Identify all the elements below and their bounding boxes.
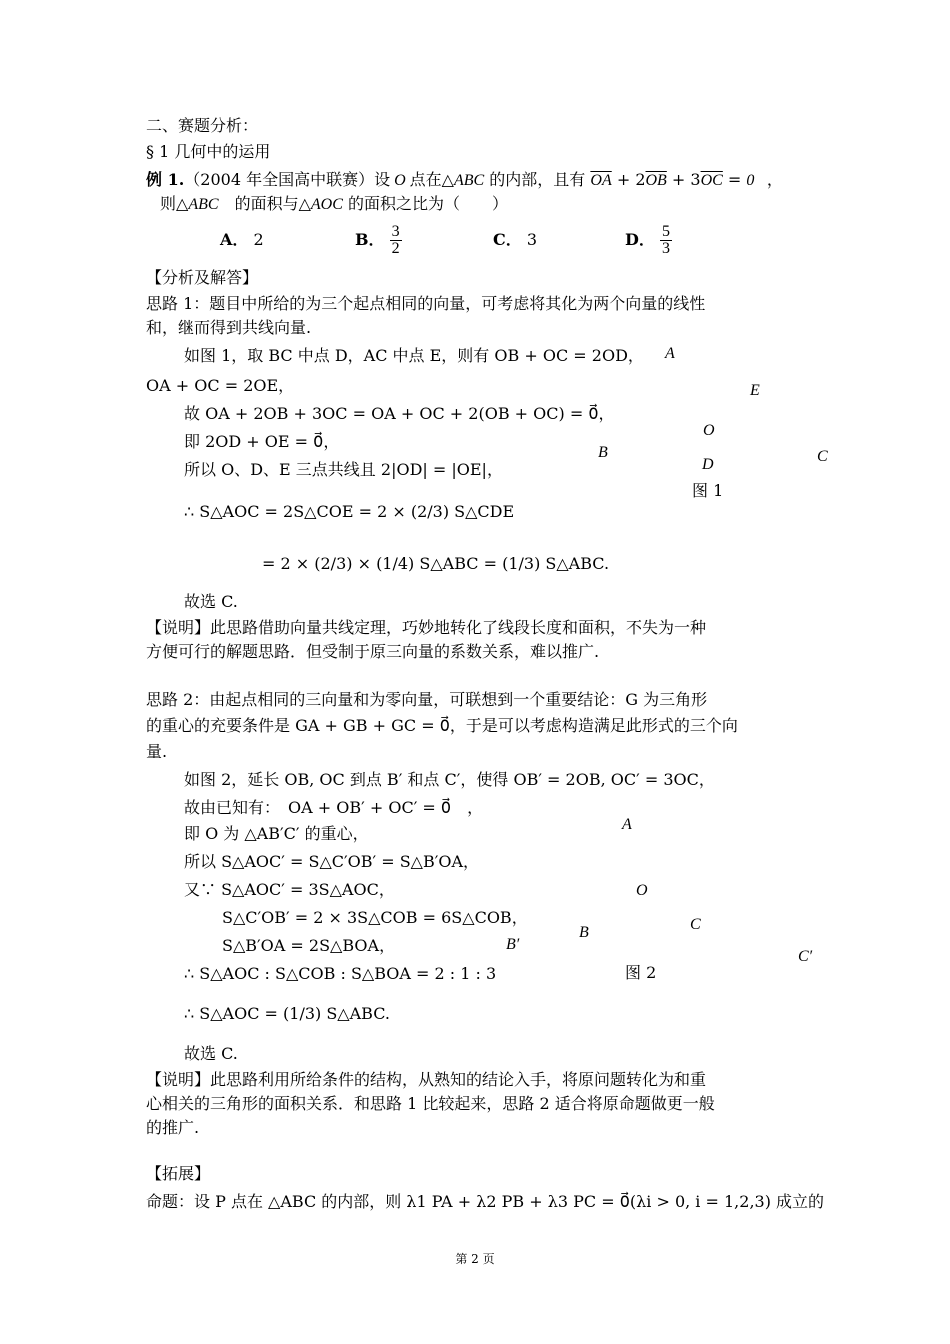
option-d: D． $\frac{5}{3}$ xyxy=(625,223,670,257)
fig1-caption: 图 1 xyxy=(692,481,724,500)
proposition: 命题：设 P 点在 △ABC 的内部，则 λ1 PA + λ2 PB + λ3 PC = 0⃗(λi > 0, i = 1,2,3) 成立的 xyxy=(146,1192,825,1211)
extension-header: 【拓展】 xyxy=(146,1164,211,1183)
idea1-line7: 所以 O、D、E 三点共线且 2|OD| = |OE|， xyxy=(184,460,503,479)
idea1-line3: 如图 1，取 BC 中点 D，AC 中点 E，则有 OB + OC = 2OD， xyxy=(184,346,644,365)
fig1-label-a: A xyxy=(665,345,675,362)
note1-line2: 方便可行的解题思路．但受制于原三向量的系数关系，难以推广. xyxy=(146,642,600,661)
section-title: 二、赛题分析： xyxy=(146,116,259,135)
idea2-line8: 又∵ S△AOC′ = 3S△AOC， xyxy=(184,880,395,899)
fig2-caption: 图 2 xyxy=(625,963,657,982)
fig2-label-c-prime: C′ xyxy=(798,948,813,965)
fig2-label-b: B xyxy=(579,924,589,941)
idea1-line8: ∴ S△AOC = 2S△COE = 2 × (2/3) S△CDE xyxy=(184,502,515,521)
option-c: C． 3 xyxy=(493,230,538,249)
idea2-line2: 的重心的充要条件是 GA + GB + GC = 0⃗，于是可以考虑构造满足此形式的三个向 xyxy=(146,716,738,735)
idea2-line9: S△C′OB′ = 2 × 3S△COB = 6S△COB， xyxy=(222,908,528,927)
idea1-line4: OA + OC = 2OE， xyxy=(146,376,295,395)
idea2-line6: 即 O 为 △AB′C′ 的重心， xyxy=(184,824,369,843)
idea2-line11: ∴ S△AOC : S△COB : S△BOA = 2 : 1 : 3 xyxy=(184,964,497,983)
option-b: B． $\frac{3}{2}$ xyxy=(355,223,400,257)
idea2-line12: ∴ S△AOC = (1/3) S△ABC. xyxy=(184,1004,390,1023)
fig1-label-d: D xyxy=(702,456,714,473)
fig2-label-a: A xyxy=(622,816,632,833)
idea2-line4: 如图 2，延长 OB, OC 到点 B′ 和点 C′，使得 OB′ = 2OB, OC′ = 3OC， xyxy=(184,770,715,789)
idea2-line7: 所以 S△AOC′ = S△C′OB′ = S△B′OA， xyxy=(184,852,480,871)
fig1-label-o: O xyxy=(703,422,715,439)
fig1-label-c: C xyxy=(817,448,828,465)
fig1-label-e: E xyxy=(750,382,760,399)
idea1-line5: 故 OA + 2OB + 3OC = OA + OC + 2(OB + OC) = 0⃗， xyxy=(184,404,615,423)
fig2-label-c: C xyxy=(690,916,701,933)
analysis-header: 【分析及解答】 xyxy=(146,268,259,287)
subsection-title: § 1 几何中的运用 xyxy=(146,142,271,161)
note2-line1: 【说明】此思路利用所给条件的结构，从熟知的结论入手，将原问题转化为和重 xyxy=(146,1070,707,1089)
fig1-label-b: B xyxy=(598,444,608,461)
fig2-label-b-prime: B′ xyxy=(506,936,520,953)
idea1-line10: 故选 C. xyxy=(184,592,238,611)
example-1-statement: 例 1.（2004 年全国高中联赛）设 O 点在△ABC 的内部，且有 $\overline{OA} + 2\overline{OB} + 3\overline{OC}$ = 0⃗， xyxy=(146,170,783,189)
fig2-label-o: O xyxy=(636,882,648,899)
option-a: A． 2 xyxy=(220,230,264,249)
idea1-line6: 即 2OD + OE = 0⃗， xyxy=(184,432,340,451)
idea1-line2: 和，继而得到共线向量. xyxy=(146,318,312,337)
page-number: 第 2 页 xyxy=(455,1252,495,1266)
note2-line2: 心相关的三角形的面积关系．和思路 1 比较起来，思路 2 适合将原命题做更一般 xyxy=(146,1094,715,1113)
idea1-line9: = 2 × (2/3) × (1/4) S△ABC = (1/3) S△ABC. xyxy=(262,554,610,573)
idea2-line3: 量. xyxy=(146,742,168,761)
idea1-line1: 思路 1：题目中所给的为三个起点相同的向量，可考虑将其化为两个向量的线性 xyxy=(146,294,706,313)
note1-line1: 【说明】此思路借助向量共线定理，巧妙地转化了线段长度和面积，不失为一种 xyxy=(146,618,707,637)
idea2-line5: 故由已知有： OA + OB′ + OC′ = 0⃗ ， xyxy=(184,798,484,817)
idea2-line10: S△B′OA = 2S△BOA， xyxy=(222,936,396,955)
example-1-question: 则△ABC 的面积与△AOC 的面积之比为（ ） xyxy=(160,194,508,213)
idea2-line1: 思路 2：由起点相同的三向量和为零向量，可联想到一个重要结论：G 为三角形 xyxy=(146,690,708,709)
idea2-line13: 故选 C. xyxy=(184,1044,238,1063)
note2-line3: 的推广. xyxy=(146,1118,200,1137)
